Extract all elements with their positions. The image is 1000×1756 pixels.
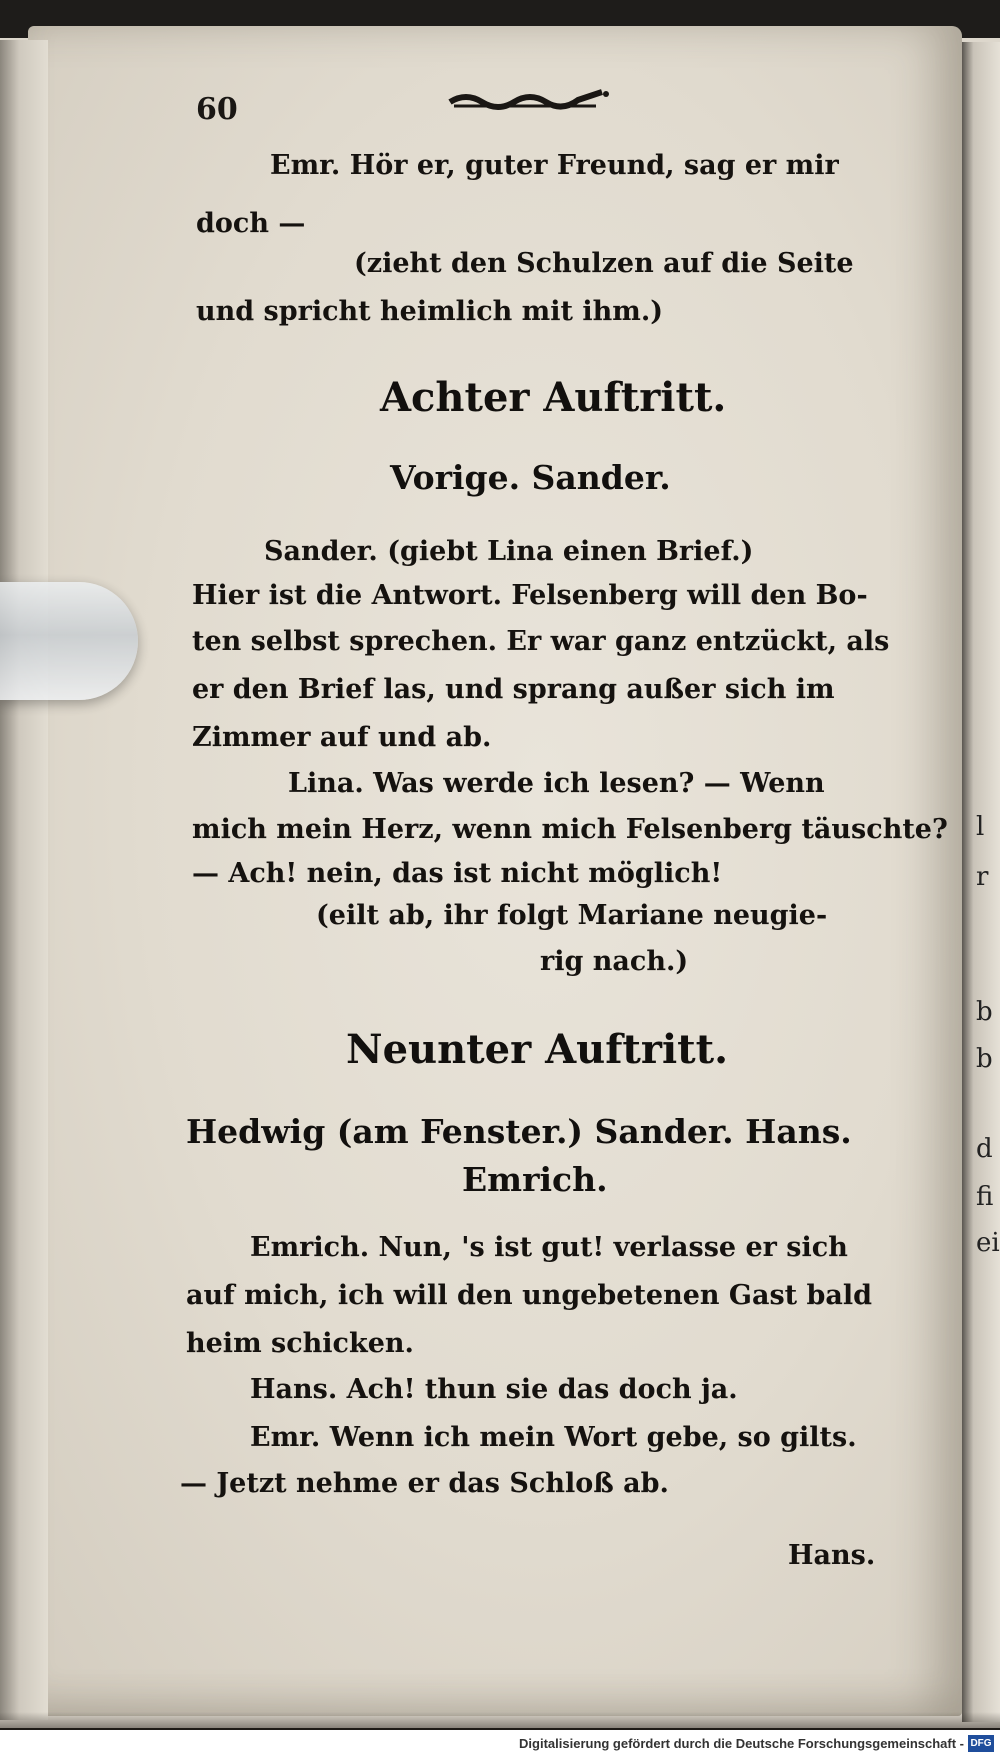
margin-fragment: d	[976, 1134, 993, 1164]
text-line: Emr. Hör er, guter Freund, sag er mir	[270, 150, 839, 181]
dfg-logo: DFG	[968, 1735, 994, 1752]
text-line: — Jetzt nehme er das Schloß ab.	[180, 1468, 669, 1499]
page-bottom-shadow	[0, 1712, 1000, 1732]
margin-fragment: b	[976, 997, 993, 1027]
stage-direction: und spricht heimlich mit ihm.)	[196, 296, 663, 327]
margin-fragment: l	[976, 812, 985, 842]
character-list: Vorige. Sander.	[390, 458, 671, 497]
next-page-strip	[962, 42, 1000, 1722]
page-number: 60	[196, 92, 238, 127]
stage-direction: (eilt ab, ihr folgt Mariane neugie-	[316, 900, 828, 931]
margin-fragment: b	[976, 1044, 993, 1074]
text-line: mich mein Herz, wenn mich Felsenberg täuschte?	[192, 814, 948, 845]
text-line: doch —	[196, 208, 306, 239]
catchword: Hans.	[788, 1540, 876, 1571]
text-line: Emrich. Nun, 's ist gut! verlasse er sich	[250, 1232, 848, 1263]
text-line: Sander. (giebt Lina einen Brief.)	[264, 536, 754, 567]
scene-heading: Neunter Auftritt.	[346, 1026, 729, 1073]
text-line: Lina. Was werde ich lesen? — Wenn	[288, 768, 825, 799]
stage-direction: (zieht den Schulzen auf die Seite	[354, 248, 854, 279]
header-ornament	[446, 88, 612, 112]
margin-fragment: ei	[976, 1228, 1000, 1258]
text-line: Emr. Wenn ich mein Wort gebe, so gilts.	[250, 1422, 857, 1453]
margin-fragment: r	[976, 862, 989, 892]
funding-credit: Digitalisierung gefördert durch die Deutsche Forschungsgemeinschaft -	[519, 1736, 964, 1751]
text-line: ten selbst sprechen. Er war ganz entzückt, als	[192, 626, 890, 657]
text-line: Zimmer auf und ab.	[192, 722, 492, 753]
book-clip	[0, 582, 138, 700]
character-list: Hedwig (am Fenster.) Sander. Hans.	[186, 1112, 852, 1151]
text-line: auf mich, ich will den ungebetenen Gast bald	[186, 1280, 873, 1311]
scene-heading: Achter Auftritt.	[380, 374, 727, 421]
page-stack-left-edge	[0, 40, 48, 1720]
text-line: heim schicken.	[186, 1328, 414, 1359]
text-line: Hans. Ach! thun sie das doch ja.	[250, 1374, 738, 1405]
stage-direction: rig nach.)	[540, 946, 689, 977]
footer-bar	[0, 1730, 1000, 1756]
margin-fragment: fi	[976, 1182, 994, 1212]
text-line: — Ach! nein, das ist nicht möglich!	[192, 858, 723, 889]
text-line: er den Brief las, und sprang außer sich im	[192, 674, 835, 705]
character-list: Emrich.	[462, 1160, 608, 1199]
text-line: Hier ist die Antwort. Felsenberg will den Bo-	[192, 580, 868, 611]
